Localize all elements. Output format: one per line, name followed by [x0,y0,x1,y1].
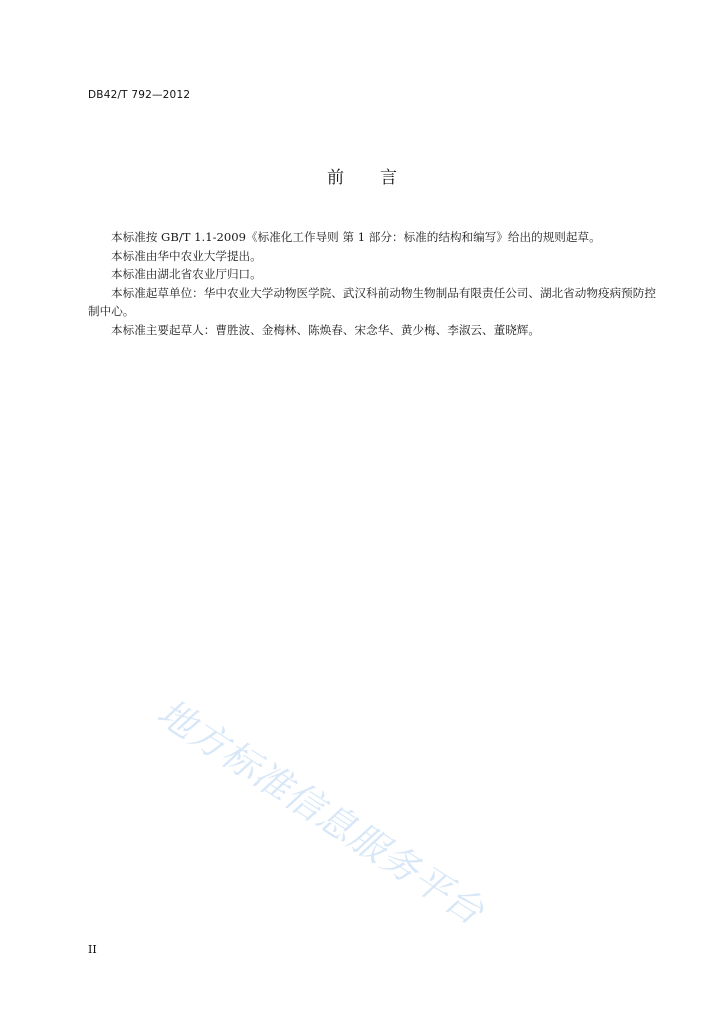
document-code: DB42/T 792—2012 [88,89,191,101]
page-number: II [88,943,97,956]
paragraph-drafters: 本标准主要起草人：曹胜波、金梅林、陈焕春、宋念华、黄少梅、李淑云、董晓辉。 [111,322,540,337]
title-char-2: 言 [380,168,397,188]
watermark: 地方标准信息服务平台 [149,690,492,934]
paragraph-administrator: 本标准由湖北省农业厅归口。 [111,267,262,281]
page-title [0,163,724,188]
paragraph-drafting-units: 本标准起草单位：华中农业大学动物医学院、武汉科前动物生物制品有限责任公司、湖北省动物疫病预防控制中心。 [88,285,656,318]
foreword-body [88,228,666,339]
paragraph-drafting-rules: 本标准按 GB/T 1.1-2009《标准化工作导则 第 1 部分：标准的结构和编写》给出的规则起草。 [111,230,601,244]
paragraph-proposer: 本标准由华中农业大学提出。 [111,248,262,263]
title-char-1: 前 [327,168,344,188]
